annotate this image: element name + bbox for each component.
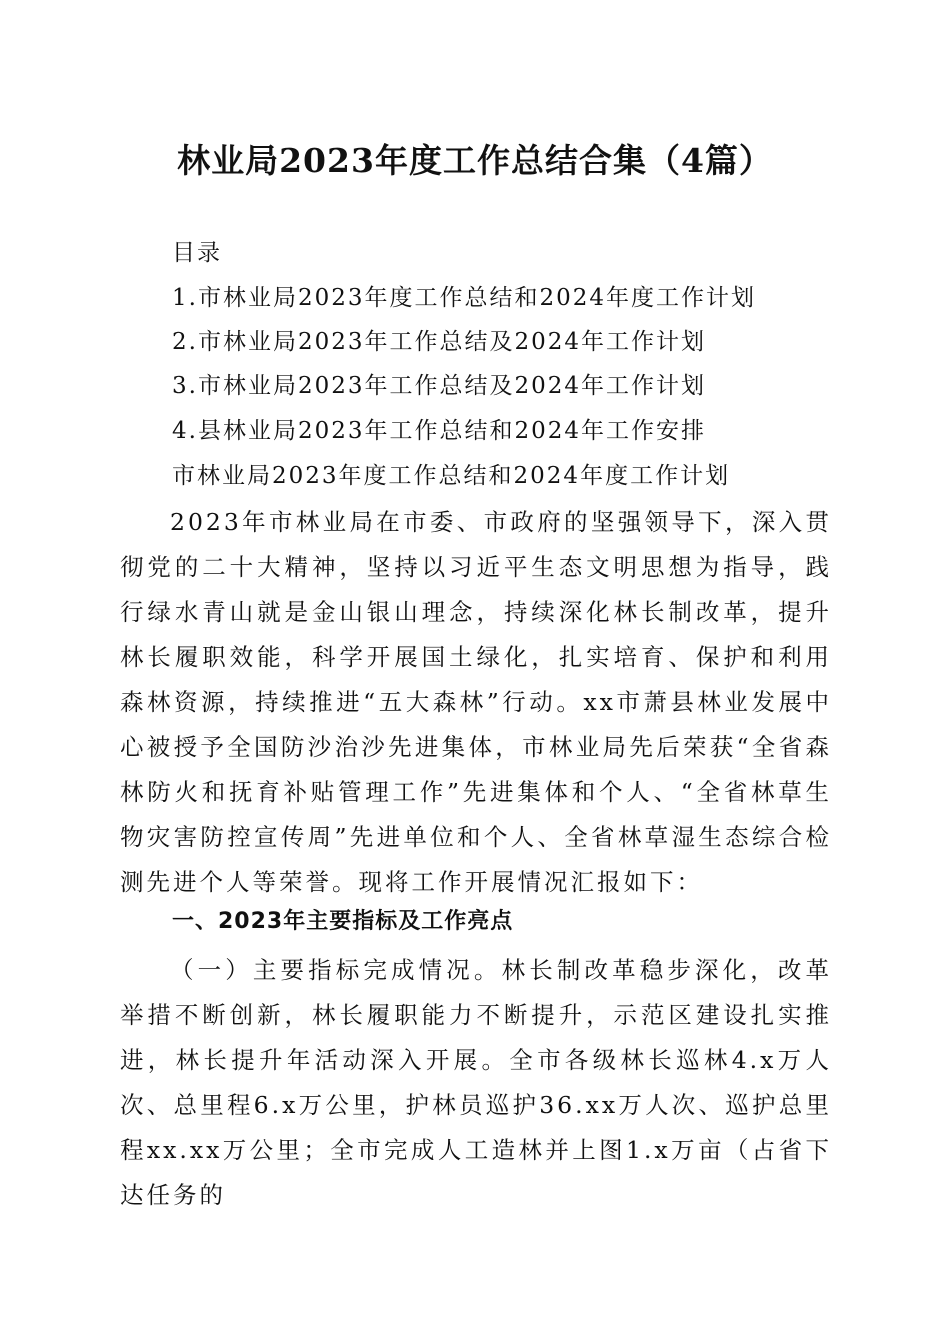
section-title: 市林业局2023年度工作总结和2024年度工作计划 (172, 463, 731, 489)
toc-item-3: 3.市林业局2023年工作总结及2024年工作计划 (172, 373, 707, 399)
intro-paragraph: 2023年市林业局在市委、市政府的坚强领导下，深入贯彻党的二十大精神，坚持以习近平生态文明思想为指导，践行绿水青山就是金山银山理念，持续深化林长制改革，提升林长履职效能，科学开展国土绿化，扎实培育、保护和利用森林资源，持续推进“五大森林”行动。xx市萧县林业发展中心被授予全国防沙治沙先进集体，市林业局先后荣获“全省森林防火和抚育补贴管理工作”先进集体和个人、“全省林草生物灾害防控宣传周”先进单位和个人、全省林草湿生态综合检测先进个人等荣誉。现将工作开展情况汇报如下： (120, 508, 832, 896)
document-title: 林业局2023年度工作总结合集（4篇） (177, 141, 773, 180)
heading-main-indicators: 一、2023年主要指标及工作亮点 (172, 909, 514, 934)
toc-item-1: 1.市林业局2023年度工作总结和2024年度工作计划 (172, 285, 757, 311)
toc-item-4: 4.县林业局2023年工作总结和2024年工作安排 (172, 418, 707, 444)
toc-item-2: 2.市林业局2023年工作总结及2024年工作计划 (172, 329, 707, 355)
paragraph-indicators: （一）主要指标完成情况。林长制改革稳步深化，改革举措不断创新，林长履职能力不断提升，示范区建设扎实推进，林长提升年活动深入开展。全市各级林长巡林4.x万人次、总里程6.x万公里，护林员巡护36.xx万人次、巡护总里程xx.xx万公里；全市完成人工造林并上图1.x万亩（占省下达任务的 (120, 956, 832, 1209)
toc-label: 目录 (172, 240, 222, 266)
